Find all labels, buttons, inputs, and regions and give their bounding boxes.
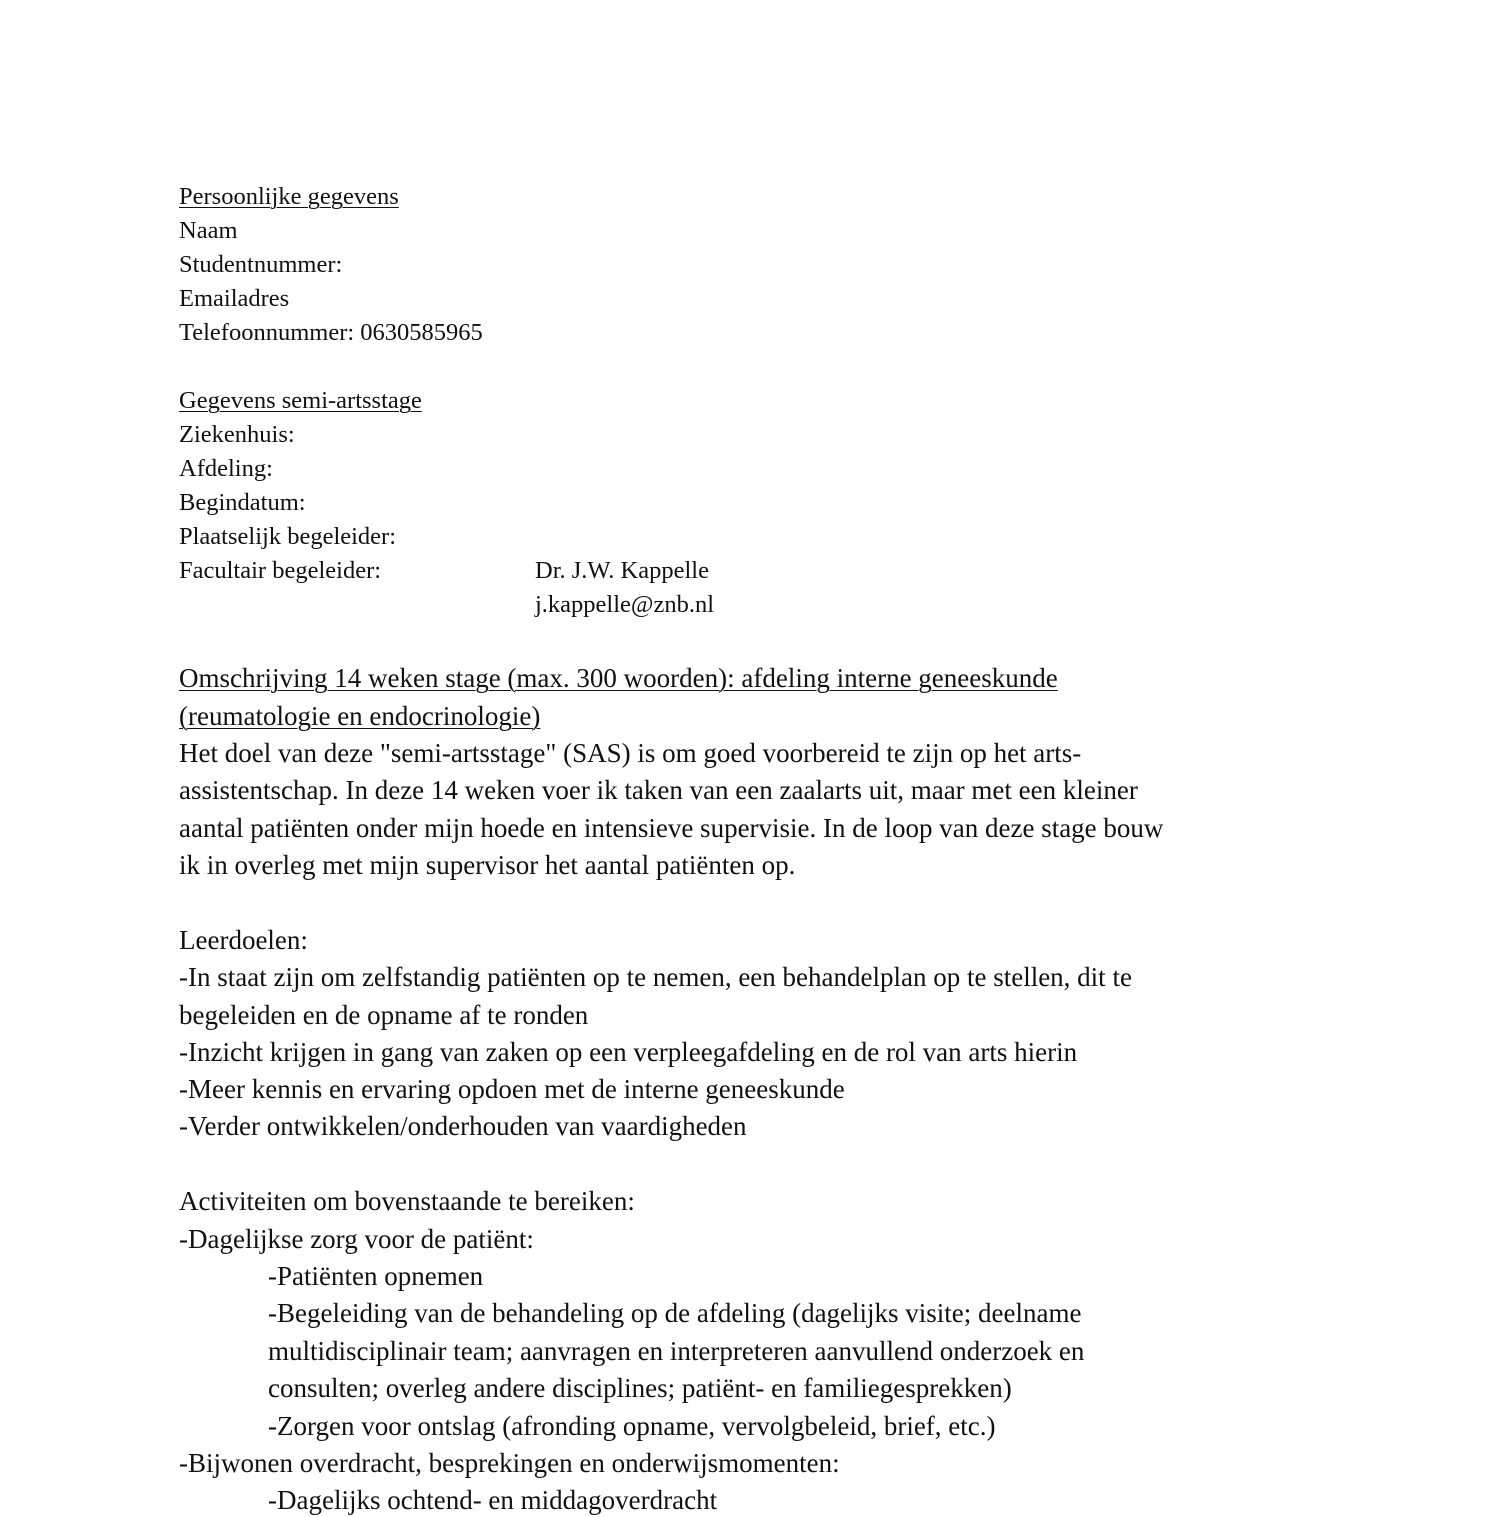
faculty-supervisor-email: j.kappelle@znb.nl [535,591,715,618]
care-line: consulten; overleg andere disciplines; patiënt- en familiegesprekken) [268,1373,1012,1403]
activities-heading: Activiteiten om bovenstaande te bereiken: [179,1186,635,1216]
goal-line: begeleiden en de opname af te ronden [179,1000,589,1030]
goal-line: -Inzicht krijgen in gang van zaken op een verpleegafdeling en de rol van arts hierin [179,1037,1078,1067]
meetings-line: -Dagelijks ochtend- en middagoverdracht [268,1485,718,1515]
goals-heading: Leerdoelen: [179,925,308,955]
faculty-supervisor-label: Facultair begeleider: [179,557,382,584]
care-line: -Begeleiding van de behandeling op de afdeling (dagelijks visite; deelname [268,1298,1082,1328]
faculty-supervisor-name: Dr. J.W. Kappelle [535,557,709,584]
description-line: ik in overleg met mijn supervisor het aantal patiënten op. [179,850,796,880]
care-line: multidisciplinair team; aanvragen en interpreteren aanvullend onderzoek en [268,1336,1085,1366]
care-line: -Zorgen voor ontslag (afronding opname, vervolgbeleid, brief, etc.) [268,1411,996,1441]
start-date-label: Begindatum: [179,489,306,516]
goal-line: -In staat zijn om zelfstandig patiënten op te nemen, een behandelplan op te stellen, dit te [179,962,1132,992]
local-supervisor-label: Plaatselijk begeleider: [179,523,397,550]
description-heading: Omschrijving 14 weken stage (max. 300 woorden): afdeling interne geneeskunde [179,663,1058,693]
meetings-heading: -Bijwonen overdracht, besprekingen en onderwijsmomenten: [179,1448,840,1478]
description-line: aantal patiënten onder mijn hoede en intensieve supervisie. In de loop van deze stage bouw [179,813,1164,843]
personal-heading: Persoonlijke gegevens [179,183,399,210]
phone-line: Telefoonnummer: 0630585965 [179,319,483,346]
description-line: Het doel van deze "semi-artsstage" (SAS) is om goed voorbereid te zijn op het arts- [179,738,1082,768]
hospital-label: Ziekenhuis: [179,421,295,448]
goal-line: -Verder ontwikkelen/onderhouden van vaardigheden [179,1111,747,1141]
student-number-label: Studentnummer: [179,251,343,278]
goal-line: -Meer kennis en ervaring opdoen met de interne geneeskunde [179,1074,845,1104]
care-heading: -Dagelijkse zorg voor de patiënt: [179,1224,534,1254]
email-label: Emailadres [179,285,290,312]
department-label: Afdeling: [179,455,273,482]
internship-heading: Gegevens semi-artsstage [179,387,422,414]
description-heading: (reumatologie en endocrinologie) [179,701,541,731]
name-label: Naam [179,217,238,244]
description-line: assistentschap. In deze 14 weken voer ik taken van een zaalarts uit, maar met een kleiner [179,775,1138,805]
care-line: -Patiënten opnemen [268,1261,484,1291]
